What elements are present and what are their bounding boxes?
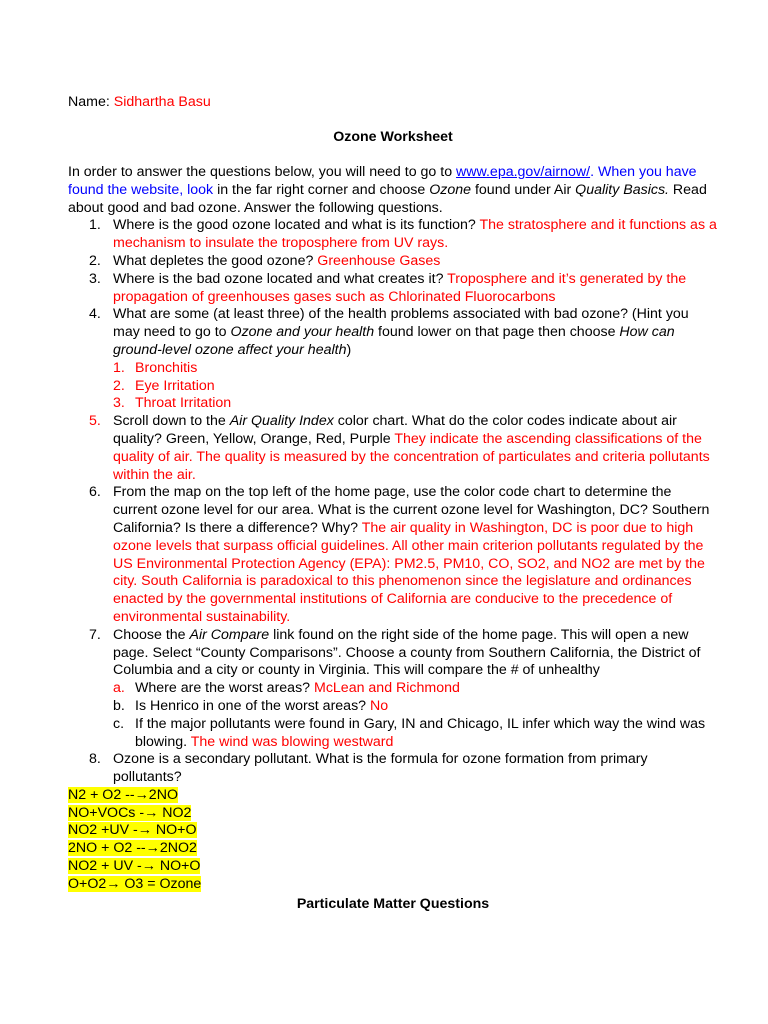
formula-line	[68, 840, 718, 858]
intro-text-2: in the far right corner and choose	[213, 181, 430, 198]
question-text: From the map on the top left of the home page, use the color code chart to determine the current ozone level for our area. What is the current ozone level for Washington, DC? Southern California? Is there a difference? Why?	[113, 484, 710, 536]
list-item	[113, 378, 718, 396]
answer-text: No	[370, 697, 389, 714]
question-8	[68, 751, 718, 787]
question-5	[68, 413, 718, 484]
answer-text: Bronchitis	[135, 359, 198, 376]
question-italic-2: How can ground-level ozone affect your health	[113, 324, 675, 358]
answer-text: Eye Irritation	[135, 377, 215, 394]
subquestion-letter: a.	[113, 680, 125, 697]
question-1	[68, 217, 718, 253]
answer-number: 1.	[113, 359, 125, 376]
answer-text: Greenhouse Gases	[317, 252, 441, 269]
question-italic: Air Compare	[189, 626, 270, 643]
question-text: Where is the bad ozone located and what creates it?	[113, 270, 448, 287]
subquestion-text: Is Henrico in one of the worst areas?	[135, 697, 371, 714]
formula-text: NO2 + UV -→ NO+O	[68, 858, 201, 875]
answer-number: 3.	[113, 395, 125, 412]
subquestion-a	[113, 680, 718, 698]
question-number: 2.	[89, 252, 101, 269]
question-number: 6.	[89, 484, 101, 501]
formula-text: NO+VOCs -→ NO2	[68, 804, 192, 821]
name-label: Name:	[68, 94, 114, 110]
student-name: Sidhartha Basu	[113, 94, 211, 110]
answer-text: Troposphere and it’s generated by the propagation of greenhouses gases such as Chlorinated Fluorocarbons	[113, 270, 687, 305]
subquestion-c	[113, 716, 718, 752]
question-number: 5.	[89, 413, 101, 430]
formula-line	[68, 858, 718, 876]
question-number: 8.	[89, 751, 101, 768]
subquestion-letter: b.	[113, 697, 125, 714]
formula-text: O+O2→ O3 = Ozone	[68, 875, 202, 892]
worksheet-body	[68, 164, 718, 894]
intro-text-4: Read about good and bad ozone. Answer the following questions.	[68, 181, 707, 216]
question-text: What depletes the good ozone?	[113, 252, 318, 269]
epa-airnow-link[interactable]: www.epa.gov/airnow/	[456, 164, 591, 180]
formula-line	[68, 876, 718, 894]
question-text: Where is the good ozone located and what is its function?	[113, 217, 480, 234]
intro-paragraph	[68, 164, 718, 217]
question-number: 1.	[89, 217, 101, 234]
formula-text: 2NO + O2 --→2NO2	[68, 840, 197, 857]
question-7	[68, 627, 718, 752]
answer-text: Throat Irritation	[135, 395, 232, 412]
intro-text-3: found under Air	[471, 181, 576, 198]
question-4	[68, 306, 718, 413]
question-number: 4.	[89, 306, 101, 323]
list-item	[113, 360, 718, 378]
answer-text: The wind was blowing westward	[190, 733, 394, 750]
formula-line	[68, 805, 718, 823]
intro-blue-text: . When you have found the website, look	[68, 164, 697, 198]
health-problems-list	[113, 360, 718, 413]
name-line	[68, 94, 211, 112]
intro-quality-basics: Quality Basics.	[575, 181, 669, 198]
answer-text: McLean and Richmond	[314, 680, 460, 697]
question-text-2: link found on the right side of the home page. This will open a new page. Select “County Comparisons”. Choose a county from Southern California, the District of Columbia and a city or county in Virginia. This will compare the # of unhealthy	[113, 626, 701, 679]
question-italic: Ozone and your health	[230, 324, 375, 341]
answer-text: The air quality in Washington, DC is poor due to high ozone levels that surpass official guidelines. All other main criterion pollutants regulated by the US Environmental Protection Agency (EPA): PM2.5, PM10, CO, SO2, and NO2 are met by the city. South California is paradoxical to this phenomenon since the legislature and ordinances enacted by the governmental institutions of California are conducive to the precedence of environmental sustainability.	[113, 519, 705, 625]
ozone-formula-list	[68, 787, 718, 894]
air-compare-subquestions	[113, 680, 718, 751]
question-italic: Air Quality Index	[229, 413, 334, 430]
question-text: Choose the	[113, 626, 190, 643]
question-text: Scroll down to the	[113, 413, 230, 430]
answer-text: They indicate the ascending classifications of the quality of air. The quality is measured by the concentration of particulates and criteria pollutants within the air.	[113, 430, 710, 483]
question-2	[68, 253, 718, 271]
formula-line	[68, 787, 718, 805]
intro-text: In order to answer the questions below, you will need to go to	[68, 164, 457, 180]
question-number: 7.	[89, 626, 101, 643]
answer-number: 2.	[113, 377, 125, 394]
question-text-2: color chart. What do the color codes indicate about air quality? Green, Yellow, Orange, Red, Purple	[113, 413, 677, 447]
question-list	[68, 217, 718, 787]
subquestion-letter: c.	[113, 715, 125, 732]
formula-text: N2 + O2 --→2NO	[68, 786, 178, 803]
answer-text: The stratosphere and it functions as a mechanism to insulate the troposphere from UV rays.	[113, 217, 717, 252]
question-3	[68, 271, 718, 307]
list-item	[113, 395, 718, 413]
question-text-2: found lower on that page then choose	[374, 324, 620, 341]
intro-ozone: Ozone	[429, 181, 472, 198]
worksheet-title: Ozone Worksheet	[333, 129, 453, 145]
question-6	[68, 484, 718, 626]
subquestion-text: If the major pollutants were found in Gary, IN and Chicago, IL infer which way the wind was blowing.	[135, 715, 706, 750]
question-text-3: )	[346, 341, 352, 358]
subquestion-b	[113, 698, 718, 716]
formula-line	[68, 822, 718, 840]
subquestion-text: Where are the worst areas?	[135, 680, 314, 697]
question-text: What are some (at least three) of the health problems associated with bad ozone? (Hint you may need to go to	[113, 306, 689, 341]
question-text: Ozone is a secondary pollutant. What is the formula for ozone formation from primary pollutants?	[113, 751, 648, 786]
section-title: Particulate Matter Questions	[296, 896, 490, 912]
formula-text: NO2 +UV -→ NO+O	[68, 822, 197, 839]
question-number: 3.	[89, 270, 101, 287]
